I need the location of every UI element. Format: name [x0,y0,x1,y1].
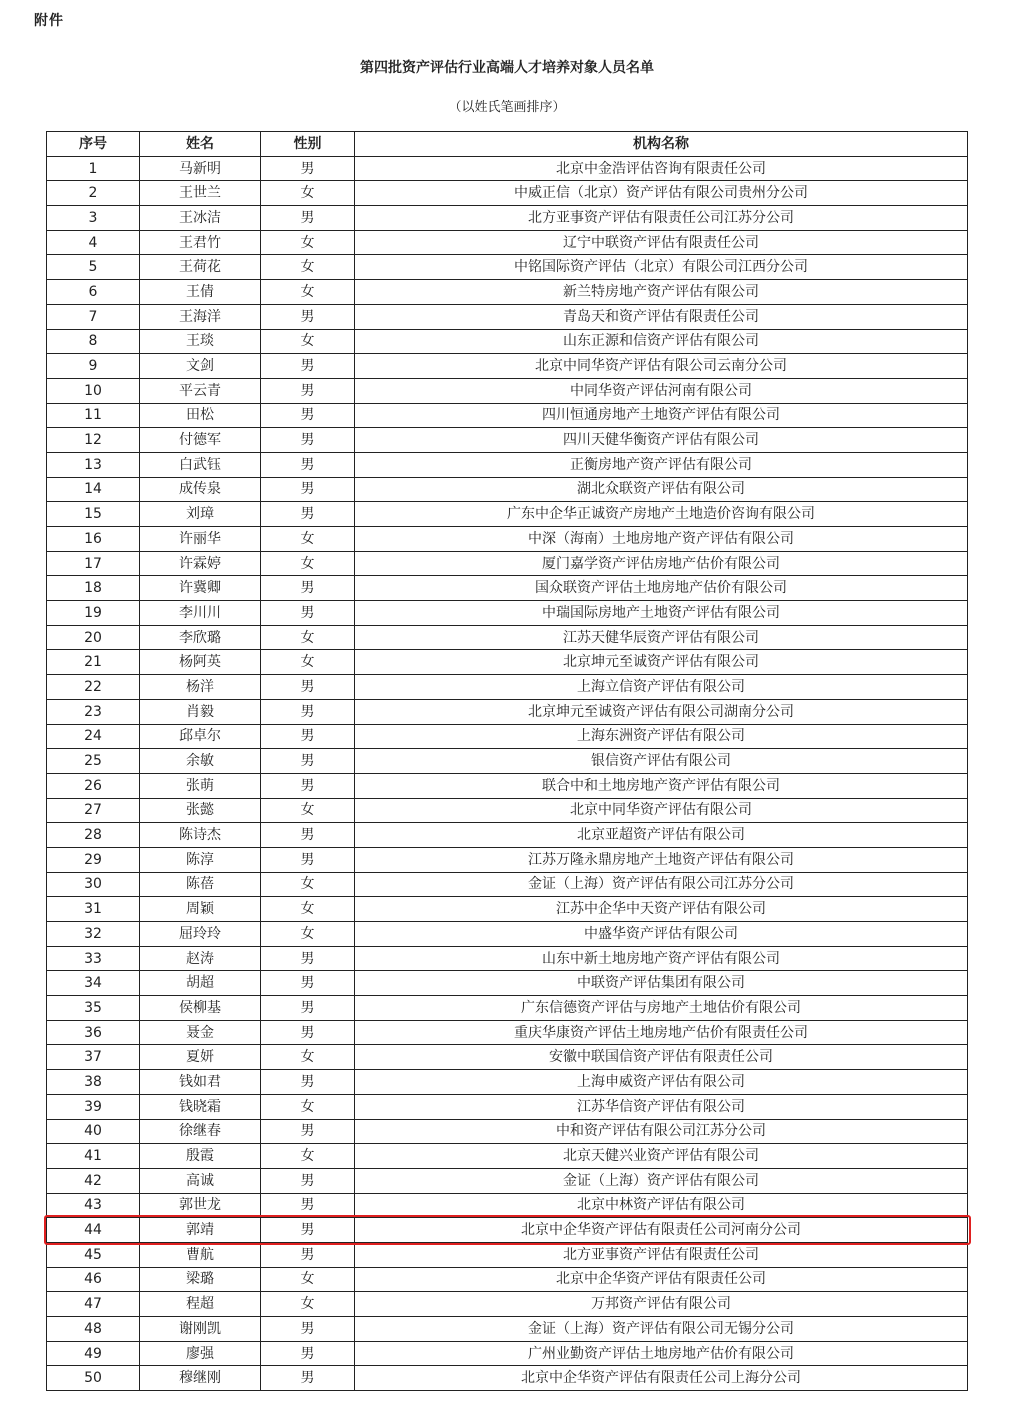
cell-organization: 中铭国际资产评估（北京）有限公司江西分公司 [355,255,968,280]
cell-gender: 男 [261,403,355,428]
table-row [47,1045,968,1070]
cell-serial-number: 36 [47,1020,140,1045]
cell-organization: 金证（上海）资产评估有限公司无锡分公司 [355,1317,968,1342]
cell-serial-number: 39 [47,1094,140,1119]
table-row [47,946,968,971]
cell-gender: 男 [261,699,355,724]
cell-name: 杨洋 [140,675,261,700]
cell-serial-number: 9 [47,354,140,379]
cell-organization: 新兰特房地产资产评估有限公司 [355,280,968,305]
table-row [47,699,968,724]
cell-gender: 女 [261,230,355,255]
cell-gender: 男 [261,354,355,379]
cell-organization: 广东中企华正诚资产房地产土地造价咨询有限公司 [355,502,968,527]
table-row [47,206,968,231]
cell-name: 许丽华 [140,527,261,552]
cell-gender: 女 [261,329,355,354]
cell-gender: 男 [261,428,355,453]
cell-serial-number: 25 [47,749,140,774]
cell-organization: 中同华资产评估河南有限公司 [355,378,968,403]
table-row [47,675,968,700]
table-row [47,1366,968,1391]
cell-name: 曹航 [140,1242,261,1267]
cell-name: 邱卓尔 [140,724,261,749]
cell-gender: 女 [261,255,355,280]
cell-gender: 男 [261,1341,355,1366]
table-row [47,1242,968,1267]
cell-organization: 正衡房地产资产评估有限公司 [355,452,968,477]
cell-gender: 男 [261,823,355,848]
cell-serial-number: 5 [47,255,140,280]
table-row [47,1070,968,1095]
cell-serial-number: 46 [47,1267,140,1292]
cell-organization: 北京坤元至诚资产评估有限公司湖南分公司 [355,699,968,724]
cell-gender: 女 [261,897,355,922]
table-row [47,922,968,947]
table-row [47,304,968,329]
cell-organization: 江苏万隆永鼎房地产土地资产评估有限公司 [355,847,968,872]
cell-name: 付德军 [140,428,261,453]
cell-gender: 女 [261,1267,355,1292]
cell-name: 侯柳基 [140,996,261,1021]
cell-gender: 男 [261,477,355,502]
cell-serial-number: 14 [47,477,140,502]
table-row [47,1341,968,1366]
cell-organization: 北方亚事资产评估有限责任公司江苏分公司 [355,206,968,231]
cell-organization: 北京中同华资产评估有限公司 [355,798,968,823]
header-organization: 机构名称 [355,132,968,157]
cell-serial-number: 26 [47,773,140,798]
cell-gender: 男 [261,1119,355,1144]
cell-name: 周颖 [140,897,261,922]
cell-organization: 北京中林资产评估有限公司 [355,1193,968,1218]
cell-serial-number: 23 [47,699,140,724]
cell-organization: 国众联资产评估土地房地产估价有限公司 [355,576,968,601]
cell-gender: 男 [261,502,355,527]
cell-name: 高诚 [140,1168,261,1193]
table-row [47,403,968,428]
table-row [47,502,968,527]
cell-organization: 广东信德资产评估与房地产土地估价有限公司 [355,996,968,1021]
cell-organization: 北京中企华资产评估有限责任公司 [355,1267,968,1292]
cell-gender: 男 [261,847,355,872]
table-row [47,280,968,305]
cell-serial-number: 13 [47,452,140,477]
cell-gender: 女 [261,1292,355,1317]
cell-name: 王君竹 [140,230,261,255]
cell-gender: 男 [261,1020,355,1045]
table-row [47,1292,968,1317]
cell-organization: 江苏中企华中天资产评估有限公司 [355,897,968,922]
table-row [47,823,968,848]
cell-serial-number: 38 [47,1070,140,1095]
table-row [47,971,968,996]
table-row [47,1218,968,1243]
table-row [47,551,968,576]
cell-name: 王冰洁 [140,206,261,231]
cell-name: 田松 [140,403,261,428]
table-row [47,181,968,206]
table-row [47,354,968,379]
cell-serial-number: 10 [47,378,140,403]
table-row [47,477,968,502]
cell-name: 王世兰 [140,181,261,206]
table-row [47,329,968,354]
cell-organization: 江苏华信资产评估有限公司 [355,1094,968,1119]
table-row [47,601,968,626]
cell-serial-number: 6 [47,280,140,305]
cell-name: 钱如君 [140,1070,261,1095]
cell-organization: 山东中新土地房地产资产评估有限公司 [355,946,968,971]
cell-gender: 男 [261,1366,355,1391]
cell-serial-number: 1 [47,156,140,181]
cell-name: 张懿 [140,798,261,823]
cell-name: 屈玲玲 [140,922,261,947]
cell-name: 余敏 [140,749,261,774]
cell-serial-number: 47 [47,1292,140,1317]
cell-serial-number: 32 [47,922,140,947]
cell-name: 文剑 [140,354,261,379]
table-body [47,156,968,1390]
table-row [47,996,968,1021]
cell-organization: 北京中企华资产评估有限责任公司上海分公司 [355,1366,968,1391]
cell-serial-number: 34 [47,971,140,996]
table-row [47,650,968,675]
table-row [47,1168,968,1193]
cell-serial-number: 28 [47,823,140,848]
table-row [47,156,968,181]
cell-serial-number: 3 [47,206,140,231]
cell-name: 夏妍 [140,1045,261,1070]
cell-serial-number: 11 [47,403,140,428]
cell-gender: 女 [261,625,355,650]
cell-gender: 男 [261,452,355,477]
cell-gender: 男 [261,304,355,329]
cell-gender: 男 [261,156,355,181]
cell-name: 谢刚凯 [140,1317,261,1342]
cell-serial-number: 24 [47,724,140,749]
cell-gender: 女 [261,527,355,552]
cell-serial-number: 8 [47,329,140,354]
cell-gender: 男 [261,601,355,626]
cell-serial-number: 48 [47,1317,140,1342]
header-serial-number: 序号 [47,132,140,157]
cell-organization: 中威正信（北京）资产评估有限公司贵州分公司 [355,181,968,206]
cell-organization: 湖北众联资产评估有限公司 [355,477,968,502]
table-row [47,230,968,255]
cell-gender: 男 [261,1317,355,1342]
cell-gender: 女 [261,1144,355,1169]
cell-gender: 男 [261,1193,355,1218]
cell-gender: 女 [261,280,355,305]
cell-name: 陈淳 [140,847,261,872]
cell-organization: 广州业勤资产评估土地房地产估价有限公司 [355,1341,968,1366]
table-row [47,1144,968,1169]
table-row [47,625,968,650]
cell-organization: 中瑞国际房地产土地资产评估有限公司 [355,601,968,626]
cell-name: 王海洋 [140,304,261,329]
cell-name: 陈蓓 [140,872,261,897]
cell-organization: 辽宁中联资产评估有限责任公司 [355,230,968,255]
cell-serial-number: 45 [47,1242,140,1267]
cell-name: 杨阿英 [140,650,261,675]
cell-gender: 女 [261,1094,355,1119]
cell-serial-number: 41 [47,1144,140,1169]
cell-gender: 女 [261,650,355,675]
cell-organization: 四川天健华衡资产评估有限公司 [355,428,968,453]
cell-serial-number: 49 [47,1341,140,1366]
roster-table [46,131,968,1391]
cell-name: 程超 [140,1292,261,1317]
cell-serial-number: 19 [47,601,140,626]
table-row [47,847,968,872]
cell-gender: 男 [261,1218,355,1243]
table-row [47,1119,968,1144]
cell-name: 徐继春 [140,1119,261,1144]
cell-gender: 女 [261,1045,355,1070]
cell-organization: 上海东洲资产评估有限公司 [355,724,968,749]
cell-organization: 万邦资产评估有限公司 [355,1292,968,1317]
cell-serial-number: 37 [47,1045,140,1070]
cell-serial-number: 20 [47,625,140,650]
cell-organization: 四川恒通房地产土地资产评估有限公司 [355,403,968,428]
cell-organization: 北京天健兴业资产评估有限公司 [355,1144,968,1169]
cell-name: 平云青 [140,378,261,403]
cell-name: 钱晓霜 [140,1094,261,1119]
table-row [47,1267,968,1292]
page-subtitle: （以姓氏笔画排序） [448,100,566,115]
cell-gender: 男 [261,749,355,774]
cell-organization: 厦门嘉学资产评估房地产估价有限公司 [355,551,968,576]
cell-name: 肖毅 [140,699,261,724]
cell-organization: 北京坤元至诚资产评估有限公司 [355,650,968,675]
cell-organization: 青岛天和资产评估有限责任公司 [355,304,968,329]
cell-organization: 北京亚超资产评估有限公司 [355,823,968,848]
cell-serial-number: 18 [47,576,140,601]
cell-organization: 金证（上海）资产评估有限公司 [355,1168,968,1193]
cell-serial-number: 17 [47,551,140,576]
table-row [47,798,968,823]
cell-serial-number: 44 [47,1218,140,1243]
cell-serial-number: 35 [47,996,140,1021]
cell-serial-number: 50 [47,1366,140,1391]
table-row [47,576,968,601]
cell-organization: 重庆华康资产评估土地房地产估价有限责任公司 [355,1020,968,1045]
cell-gender: 男 [261,971,355,996]
table-row [47,452,968,477]
cell-gender: 男 [261,206,355,231]
cell-name: 廖强 [140,1341,261,1366]
cell-organization: 北京中企华资产评估有限责任公司河南分公司 [355,1218,968,1243]
cell-organization: 山东正源和信资产评估有限公司 [355,329,968,354]
cell-serial-number: 42 [47,1168,140,1193]
cell-name: 王琰 [140,329,261,354]
cell-name: 马新明 [140,156,261,181]
cell-gender: 女 [261,181,355,206]
table-header-row [47,132,968,157]
cell-name: 殷霞 [140,1144,261,1169]
table-row [47,428,968,453]
cell-gender: 男 [261,1070,355,1095]
cell-gender: 女 [261,922,355,947]
cell-organization: 中盛华资产评估有限公司 [355,922,968,947]
page-title: 第四批资产评估行业高端人才培养对象人员名单 [360,60,654,76]
cell-gender: 男 [261,1242,355,1267]
cell-serial-number: 43 [47,1193,140,1218]
cell-name: 胡超 [140,971,261,996]
cell-name: 许霖婷 [140,551,261,576]
cell-organization: 金证（上海）资产评估有限公司江苏分公司 [355,872,968,897]
cell-serial-number: 33 [47,946,140,971]
table-row [47,255,968,280]
cell-organization: 安徽中联国信资产评估有限责任公司 [355,1045,968,1070]
cell-serial-number: 21 [47,650,140,675]
cell-serial-number: 40 [47,1119,140,1144]
cell-organization: 银信资产评估有限公司 [355,749,968,774]
cell-organization: 江苏天健华辰资产评估有限公司 [355,625,968,650]
cell-gender: 女 [261,798,355,823]
cell-serial-number: 7 [47,304,140,329]
table-row [47,1094,968,1119]
cell-organization: 上海立信资产评估有限公司 [355,675,968,700]
cell-name: 陈诗杰 [140,823,261,848]
table-row [47,1317,968,1342]
cell-name: 张萌 [140,773,261,798]
cell-gender: 男 [261,724,355,749]
cell-gender: 男 [261,946,355,971]
header-name: 姓名 [140,132,261,157]
cell-name: 赵涛 [140,946,261,971]
cell-name: 梁璐 [140,1267,261,1292]
cell-name: 许冀卿 [140,576,261,601]
cell-serial-number: 16 [47,527,140,552]
cell-gender: 女 [261,551,355,576]
cell-serial-number: 4 [47,230,140,255]
table-row [47,872,968,897]
cell-name: 王荷花 [140,255,261,280]
cell-serial-number: 15 [47,502,140,527]
cell-gender: 男 [261,996,355,1021]
cell-gender: 男 [261,675,355,700]
cell-gender: 男 [261,378,355,403]
cell-gender: 男 [261,576,355,601]
cell-organization: 联合中和土地房地产资产评估有限公司 [355,773,968,798]
cell-organization: 北京中金浩评估咨询有限责任公司 [355,156,968,181]
table-row [47,378,968,403]
cell-serial-number: 2 [47,181,140,206]
cell-name: 郭世龙 [140,1193,261,1218]
cell-serial-number: 27 [47,798,140,823]
header-gender: 性别 [261,132,355,157]
cell-gender: 男 [261,773,355,798]
table-row [47,773,968,798]
cell-serial-number: 31 [47,897,140,922]
cell-name: 刘璋 [140,502,261,527]
table-row [47,527,968,552]
cell-organization: 北方亚事资产评估有限责任公司 [355,1242,968,1267]
cell-serial-number: 29 [47,847,140,872]
attachment-label: 附件 [34,13,64,29]
cell-name: 聂金 [140,1020,261,1045]
cell-name: 李川川 [140,601,261,626]
cell-organization: 中联资产评估集团有限公司 [355,971,968,996]
cell-gender: 女 [261,872,355,897]
cell-gender: 男 [261,1168,355,1193]
cell-serial-number: 30 [47,872,140,897]
cell-name: 王倩 [140,280,261,305]
table-row [47,724,968,749]
cell-name: 郭靖 [140,1218,261,1243]
cell-name: 白武钰 [140,452,261,477]
table-row [47,1020,968,1045]
cell-name: 成传泉 [140,477,261,502]
cell-organization: 上海申威资产评估有限公司 [355,1070,968,1095]
cell-organization: 中深（海南）土地房地产资产评估有限公司 [355,527,968,552]
cell-name: 穆继刚 [140,1366,261,1391]
cell-organization: 北京中同华资产评估有限公司云南分公司 [355,354,968,379]
cell-name: 李欣璐 [140,625,261,650]
table-row [47,897,968,922]
cell-serial-number: 12 [47,428,140,453]
cell-serial-number: 22 [47,675,140,700]
cell-organization: 中和资产评估有限公司江苏分公司 [355,1119,968,1144]
table-row [47,749,968,774]
table-row [47,1193,968,1218]
